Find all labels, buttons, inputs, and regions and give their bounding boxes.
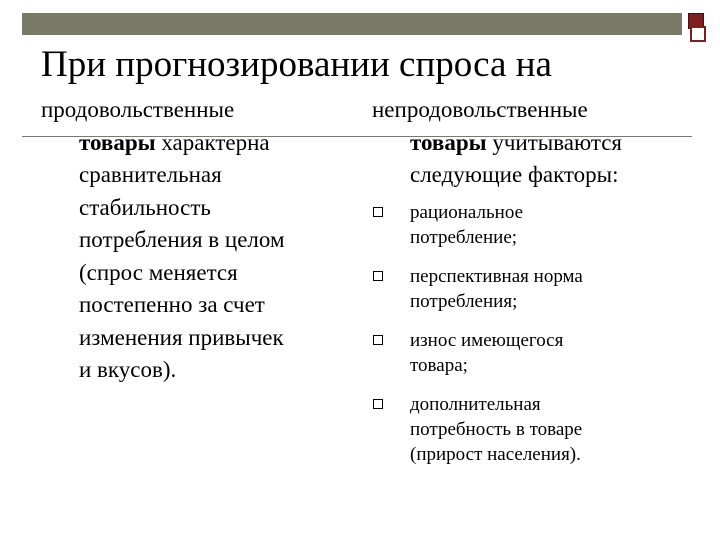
square-bullet-icon: [373, 207, 383, 217]
list-item-line: дополнительная: [410, 393, 541, 415]
right-line-2: следующие факторы:: [410, 162, 619, 187]
right-line-1: [372, 127, 692, 160]
list-item-line: перспективная норма: [410, 265, 583, 287]
left-line-2: сравнительная: [79, 162, 222, 187]
list-item: [372, 392, 692, 467]
right-bold-word: товары: [410, 129, 487, 155]
left-column: [41, 94, 341, 387]
slide-title: При прогнозировании спроса на: [41, 44, 552, 85]
left-line-8: и вкусов).: [79, 357, 177, 382]
left-line-6: постепенно за счет: [79, 292, 265, 317]
left-heading: продовольственные: [41, 97, 235, 122]
left-line-4: потребления в целом: [79, 227, 285, 252]
right-line-1-rest: учитываются: [492, 129, 622, 155]
left-line-7: изменения привычек: [79, 324, 284, 350]
left-line-1-rest: характерна: [161, 129, 270, 155]
list-item-line: износ имеющегося: [410, 329, 564, 351]
list-item-line: потребность в товаре: [410, 418, 583, 440]
left-bold-word: товары: [79, 129, 156, 155]
square-bullet-icon: [373, 335, 383, 345]
list-item: [372, 328, 692, 378]
list-item-line: (прирост населения).: [410, 443, 581, 465]
left-line-3: стабильность: [79, 194, 211, 220]
right-column: [372, 94, 692, 481]
list-item-line: потребление;: [410, 226, 518, 248]
left-line-1: [41, 127, 341, 160]
list-item-line: потребления;: [410, 290, 518, 312]
factor-list: [372, 200, 692, 467]
square-bullet-icon: [373, 399, 383, 409]
corner-outline-square-decoration: [690, 26, 706, 42]
list-item: [372, 264, 692, 314]
list-item: [372, 200, 692, 250]
right-heading: непродовольственные: [372, 97, 588, 122]
top-accent-bar: [22, 13, 682, 35]
list-item-line: рациональное: [410, 201, 524, 223]
left-line-5: (спрос меняется: [79, 259, 238, 285]
square-bullet-icon: [373, 271, 383, 281]
list-item-line: товара;: [410, 354, 468, 376]
